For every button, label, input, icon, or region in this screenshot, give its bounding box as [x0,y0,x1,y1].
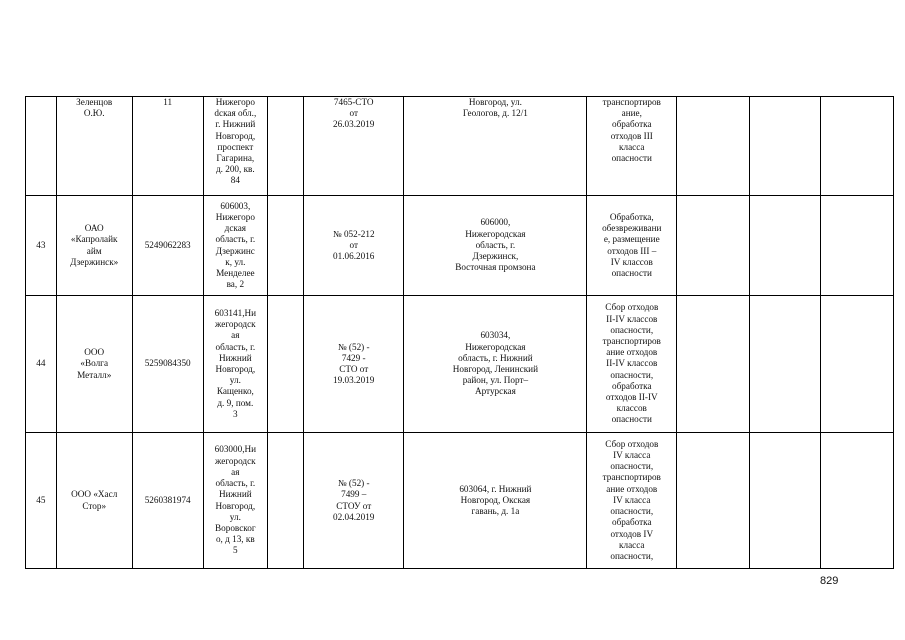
organization-name-cell: ООО «Волга Металл» [56,296,132,433]
empty-cell [820,97,893,196]
license-number-cell: № 052-212 от 01.06.2016 [304,196,404,296]
organization-name-cell: ООО «Хасл Стор» [56,433,132,569]
empty-cell [268,97,304,196]
page-number: 829 [820,575,839,587]
activity-place-cell: 603064, г. Нижний Новгород, Окская гавань, д. 1а [404,433,587,569]
organization-name-cell: Зеленцов О.Ю. [56,97,132,196]
organization-name-cell: ОАО «Капролайк айм Дзержинск» [56,196,132,296]
legal-address-cell: 603141,Ни жегородск ая область, г. Нижний Новгород, ул. Кащенко, д. 9, пом. 3 [203,296,267,433]
license-number-cell: № (52) - 7429 - СТО от 19.03.2019 [304,296,404,433]
row-number-cell: 43 [26,196,57,296]
empty-cell [268,196,304,296]
activity-place-cell: 606000, Нижегородская область, г. Дзержинск, Восточная промзона [404,196,587,296]
row-number-cell: 45 [26,433,57,569]
empty-cell [677,433,750,569]
activity-type-cell: Обработка, обезвреживани е, размещение отходов III – IV классов опасности [587,196,677,296]
inn-cell: 11 [132,97,203,196]
empty-cell [820,296,893,433]
empty-cell [820,196,893,296]
legal-address-cell: Нижегоро dская обл., г. Нижний Новгород, проспект Гагарина, д. 200, кв. 84 [203,97,267,196]
activity-place-cell: 603034, Нижегородская область, г. Нижний Новгород, Ленинский район, ул. Порт– Артурская [404,296,587,433]
license-number-cell: 7465-СТО от 26.03.2019 [304,97,404,196]
license-number-cell: № (52) - 7499 – СТОУ от 02.04.2019 [304,433,404,569]
legal-address-cell: 603000,Ни жегородск ая область, г. Нижний Новгород, ул. Воровског о, д 13, кв 5 [203,433,267,569]
row-number-cell [26,97,57,196]
empty-cell [677,196,750,296]
inn-cell: 5259084350 [132,296,203,433]
empty-cell [268,433,304,569]
table-row [26,296,894,433]
empty-cell [677,97,750,196]
row-number-cell: 44 [26,296,57,433]
table-row [26,97,894,196]
activity-type-cell: Сбор отходов IV класса опасности, транспортиров ание отходов IV класса опасности, обработка отходов IV класса опасности, [587,433,677,569]
activity-type-cell: Сбор отходов II-IV классов опасности, транспортиров ание отходов II-IV классов опасности, обработка отходов II-IV классов опасности [587,296,677,433]
legal-address-cell: 606003, Нижегоро дская область, г. Дзержинс к, ул. Менделее ва, 2 [203,196,267,296]
empty-cell [820,433,893,569]
empty-cell [750,97,821,196]
empty-cell [750,433,821,569]
inn-cell: 5260381974 [132,433,203,569]
activity-place-cell: Новгород, ул. Геологов, д. 12/1 [404,97,587,196]
empty-cell [750,296,821,433]
empty-cell [268,296,304,433]
empty-cell [677,296,750,433]
table-row [26,433,894,569]
empty-cell [750,196,821,296]
inn-cell: 5249062283 [132,196,203,296]
table-row [26,196,894,296]
waste-license-registry-table [25,96,894,569]
activity-type-cell: транспортиров ание, обработка отходов III класса опасности [587,97,677,196]
